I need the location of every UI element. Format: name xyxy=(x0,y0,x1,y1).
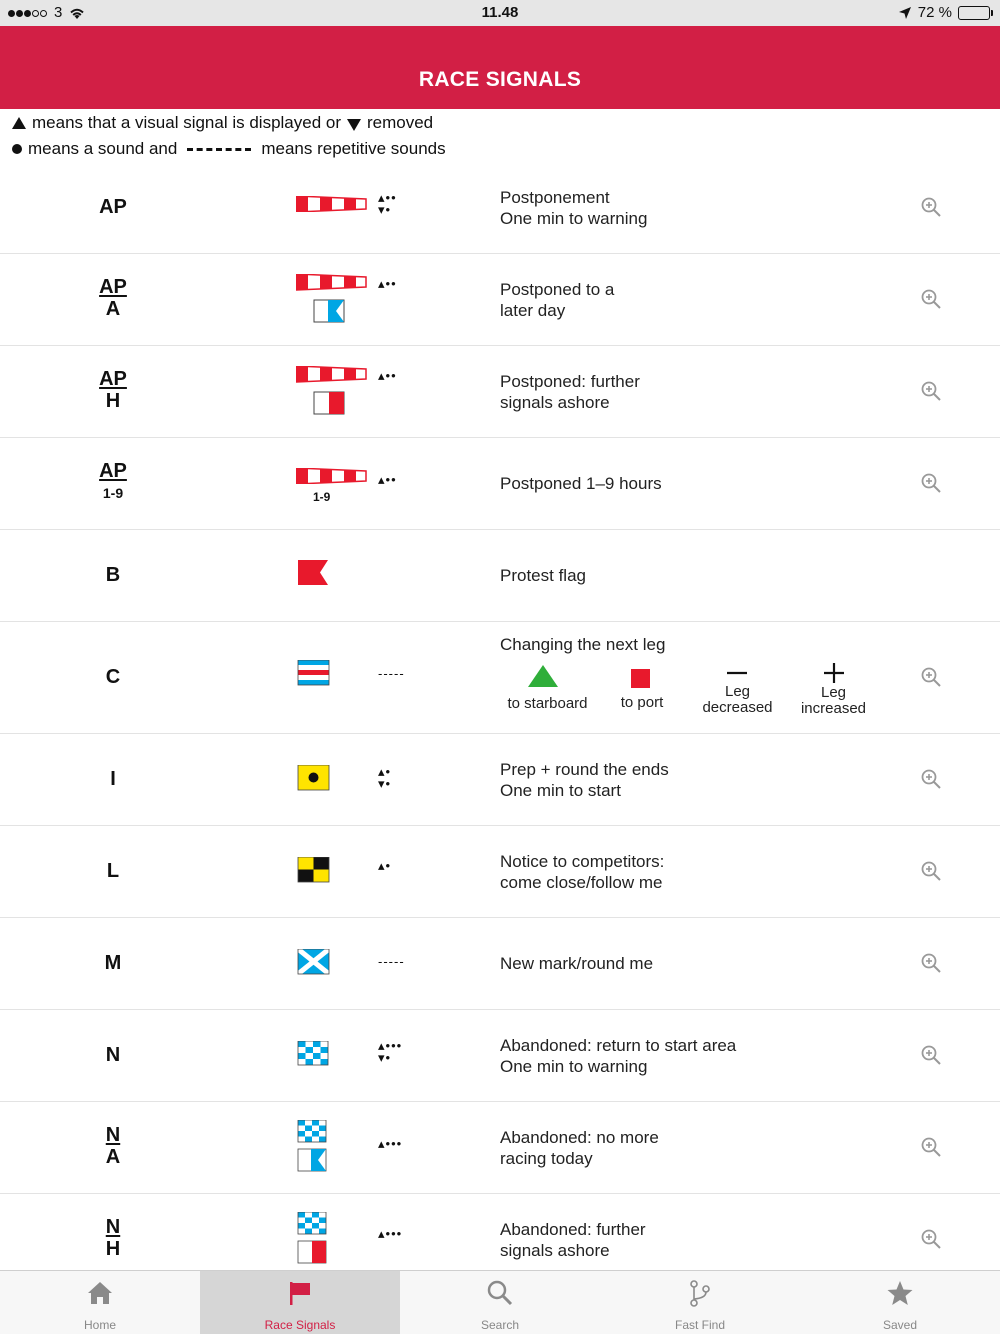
battery-percent: 72 % xyxy=(917,4,952,21)
code-label: AP xyxy=(99,196,127,218)
sound-signal: ▴••• xyxy=(378,1136,403,1151)
desc-line-1: Postponed to a xyxy=(500,280,615,299)
zoom-in-icon[interactable] xyxy=(920,1044,942,1066)
zoom-in-icon[interactable] xyxy=(920,666,942,688)
legend-text-removed: removed xyxy=(367,113,434,132)
signal-description xyxy=(500,851,664,893)
option-to-port xyxy=(604,695,680,711)
desc-line-2: One min to start xyxy=(500,781,621,800)
signal-row-m[interactable] xyxy=(0,918,1000,1010)
desc-line-2: signals ashore xyxy=(500,393,610,412)
sound-signal: ▴•• ▾• xyxy=(378,190,397,217)
zoom-in-icon[interactable] xyxy=(920,472,942,494)
signal-row-n-h[interactable] xyxy=(0,1194,1000,1270)
zoom-in-icon[interactable] xyxy=(920,952,942,974)
signal-description xyxy=(500,187,647,229)
signal-code xyxy=(80,564,146,586)
desc-line-1: Postponed: further xyxy=(500,372,640,391)
signal-description xyxy=(500,1035,736,1077)
signal-description xyxy=(500,953,653,974)
desc-line-1: Notice to competitors: xyxy=(500,852,665,871)
plus-icon xyxy=(823,662,845,684)
flag-m-icon xyxy=(296,949,332,975)
signal-code xyxy=(80,1216,146,1260)
desc-line-1: New mark/round me xyxy=(500,954,654,973)
tab-fast-find[interactable] xyxy=(600,1271,800,1334)
signal-code xyxy=(80,1044,146,1066)
star-icon xyxy=(886,1279,914,1307)
status-right xyxy=(898,4,990,21)
signal-description xyxy=(500,279,614,321)
legend-text-sound: means a sound and xyxy=(28,139,178,158)
option-label-1: Leg xyxy=(820,684,847,701)
branch-icon xyxy=(686,1279,714,1307)
signal-row-n-a[interactable] xyxy=(0,1102,1000,1194)
wifi-icon xyxy=(68,6,86,20)
tab-saved[interactable] xyxy=(800,1271,1000,1334)
desc-line-2: later day xyxy=(500,301,566,320)
tab-label: Race Signals xyxy=(264,1318,336,1332)
code-top: N xyxy=(105,1124,121,1146)
code-label: C xyxy=(105,666,121,688)
flag-i-icon xyxy=(296,765,332,791)
option-label: to starboard xyxy=(507,695,588,712)
desc-line-1: Prep + round the ends xyxy=(500,760,669,779)
flag-icon xyxy=(286,1279,314,1307)
triangle-down-icon xyxy=(347,119,361,131)
option-label-1: Leg xyxy=(724,683,751,700)
option-leg-increased xyxy=(786,685,881,717)
legend xyxy=(12,110,446,162)
sound-signal: ▴• ▾• xyxy=(378,764,392,791)
desc-line-2: racing today xyxy=(500,1149,593,1168)
green-triangle-icon xyxy=(527,664,559,688)
code-bottom: 1-9 xyxy=(102,485,124,501)
flag-c-icon xyxy=(296,660,332,686)
answering-pennant-icon xyxy=(296,468,368,484)
signal-description xyxy=(500,473,662,494)
desc-line-2: come close/follow me xyxy=(500,873,663,892)
status-bar xyxy=(0,0,1000,26)
flag-n-over-h-icon xyxy=(296,1212,332,1266)
red-square-icon xyxy=(631,669,651,689)
signal-row-l[interactable] xyxy=(0,826,1000,918)
desc-line-1: Abandoned: further xyxy=(500,1220,646,1239)
signal-code xyxy=(80,460,146,504)
signal-row-n[interactable] xyxy=(0,1010,1000,1102)
legend-text-displayed: means that a visual signal is displayed or xyxy=(32,113,341,132)
signal-description xyxy=(500,634,665,655)
signal-description xyxy=(500,1127,659,1169)
carrier-label: 3 xyxy=(54,4,63,21)
sound-dot-icon xyxy=(12,144,22,154)
legend-text-repetitive: means repetitive sounds xyxy=(261,139,446,158)
zoom-in-icon[interactable] xyxy=(920,1228,942,1250)
signal-row-b[interactable] xyxy=(0,530,1000,622)
tab-label: Saved xyxy=(882,1318,918,1332)
signal-row-ap-1-9[interactable] xyxy=(0,438,1000,530)
minus-icon xyxy=(726,662,748,684)
desc-line-2: One min to warning xyxy=(500,209,648,228)
tab-search[interactable] xyxy=(400,1271,600,1334)
code-label: I xyxy=(110,768,116,790)
sound-signal: ----- xyxy=(378,666,405,681)
sound-signal: ▴•• xyxy=(378,472,397,487)
search-icon xyxy=(486,1279,514,1307)
desc-line-1: Protest flag xyxy=(500,566,586,585)
legend-line-visual xyxy=(12,110,446,136)
code-bottom: A xyxy=(105,298,121,320)
status-time: 11.48 xyxy=(481,4,519,21)
code-top: N xyxy=(105,1216,121,1238)
tab-label: Search xyxy=(480,1318,520,1332)
desc-line-1: Abandoned: return to start area xyxy=(500,1036,737,1055)
desc-line-1: Changing the next leg xyxy=(500,635,666,654)
signal-description xyxy=(500,1219,646,1261)
legend-line-sound xyxy=(12,136,446,162)
sound-signal: ----- xyxy=(378,954,405,969)
option-to-starboard xyxy=(500,696,595,712)
signal-strength-icon xyxy=(8,4,48,21)
desc-line-1: Postponed 1–9 hours xyxy=(500,474,662,493)
status-left xyxy=(8,4,86,21)
desc-line-1: Abandoned: no more xyxy=(500,1128,659,1147)
location-arrow-icon xyxy=(898,6,912,20)
zoom-in-icon[interactable] xyxy=(920,1136,942,1158)
tab-label: Fast Find xyxy=(674,1318,725,1332)
code-label: B xyxy=(105,564,121,586)
pennant-over-flag-h-icon xyxy=(296,366,368,416)
sound-signal: ▴••• ▾• xyxy=(378,1038,403,1065)
tab-label: Home xyxy=(83,1318,116,1332)
app-header xyxy=(0,26,1000,109)
signal-description xyxy=(500,371,640,413)
option-label: to port xyxy=(620,694,664,711)
flag-n-icon xyxy=(296,1041,332,1067)
code-label: L xyxy=(106,860,120,882)
triangle-up-icon xyxy=(12,117,26,129)
code-label: N xyxy=(105,1044,121,1066)
page-title: RACE SIGNALS xyxy=(418,68,582,91)
signal-code xyxy=(80,276,146,320)
signals-list[interactable] xyxy=(0,162,1000,1270)
option-label-2: increased xyxy=(800,700,867,717)
flag-n-over-a-icon xyxy=(296,1120,332,1174)
home-icon xyxy=(86,1279,114,1307)
signal-code xyxy=(80,196,146,218)
signal-description xyxy=(500,565,586,586)
zoom-in-icon[interactable] xyxy=(920,196,942,218)
pennant-over-flag-a-icon xyxy=(296,274,368,324)
code-label: M xyxy=(104,952,122,974)
code-bottom: H xyxy=(105,390,121,412)
signal-row-c[interactable] xyxy=(0,622,1000,734)
signal-code xyxy=(80,368,146,412)
sound-signal: ▴• xyxy=(378,858,392,873)
flag-numeral-label: 1-9 xyxy=(313,490,331,504)
signal-code xyxy=(80,1124,146,1168)
desc-line-2: signals ashore xyxy=(500,1241,610,1260)
tab-bar xyxy=(0,1270,1000,1334)
flag-b-icon xyxy=(296,560,332,586)
signal-row-ap[interactable] xyxy=(0,162,1000,254)
battery-icon xyxy=(958,6,990,20)
option-label-2: decreased xyxy=(702,699,773,716)
sound-signal: ▴•• xyxy=(378,276,397,291)
flag-l-icon xyxy=(296,857,332,883)
code-top: AP xyxy=(99,276,127,298)
zoom-in-icon[interactable] xyxy=(920,380,942,402)
repetitive-dashes-icon xyxy=(187,148,251,151)
code-top: AP xyxy=(99,368,127,390)
signal-code xyxy=(80,666,146,688)
signal-description xyxy=(500,759,669,801)
signal-code xyxy=(80,768,146,790)
zoom-in-icon[interactable] xyxy=(920,288,942,310)
sound-signal: ▴•• xyxy=(378,368,397,383)
signal-row-i[interactable] xyxy=(0,734,1000,826)
desc-line-1: Postponement xyxy=(500,188,610,207)
signal-code xyxy=(80,952,146,974)
option-leg-decreased xyxy=(690,684,785,716)
zoom-in-icon[interactable] xyxy=(920,768,942,790)
code-top: AP xyxy=(99,460,127,482)
desc-line-2: One min to warning xyxy=(500,1057,648,1076)
answering-pennant-icon xyxy=(296,196,368,212)
signal-code xyxy=(80,860,146,882)
signal-row-ap-a[interactable] xyxy=(0,254,1000,346)
code-bottom: H xyxy=(105,1238,121,1260)
sound-signal: ▴••• xyxy=(378,1226,403,1241)
tab-race-signals[interactable] xyxy=(200,1271,400,1334)
signal-row-ap-h[interactable] xyxy=(0,346,1000,438)
zoom-in-icon[interactable] xyxy=(920,860,942,882)
code-bottom: A xyxy=(105,1146,121,1168)
tab-home[interactable] xyxy=(0,1271,200,1334)
